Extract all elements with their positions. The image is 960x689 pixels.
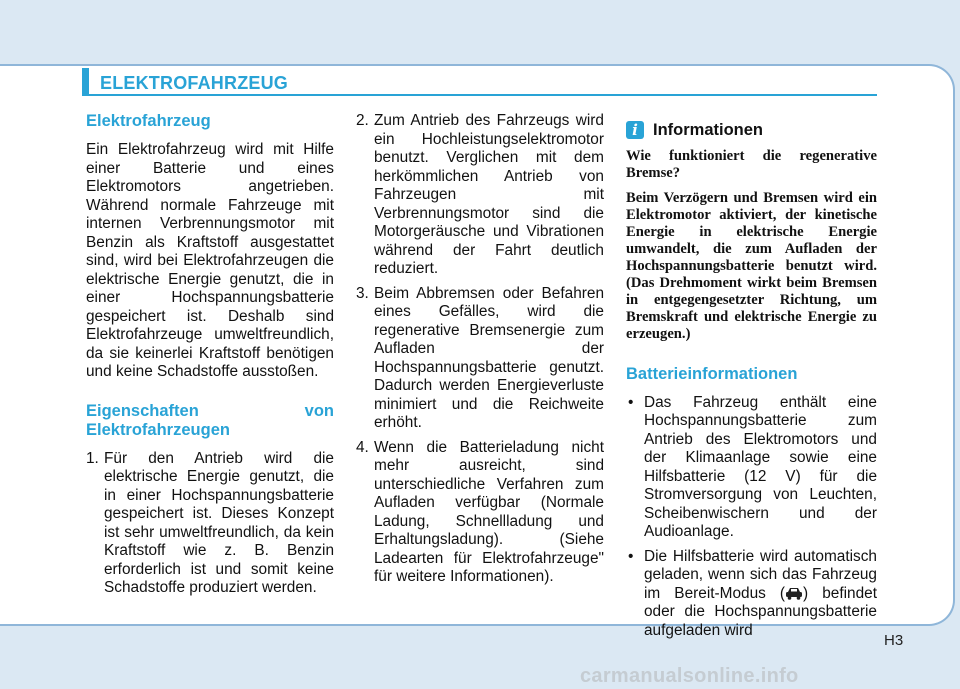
features-list-continued (356, 112, 604, 587)
features-list (86, 450, 334, 598)
heading-batterieinformationen: Batterieinformationen (626, 364, 798, 383)
header-accent-bar (82, 68, 89, 94)
list-number: 2. (356, 112, 369, 129)
info-answer: Beim Verzögern und Bremsen wird ein Elektromotor aktiviert, der kinetische Energie in elektrische Energie umwandelt, die zum Aufladen der Hochspannungsbatterie benutzt wird. (Das Drehmoment wirkt beim Bremsen in entgegengesetzter Richtung, um Bremskraft und elektrische Energie zu erzeugen.) (626, 189, 877, 342)
paragraph-elektrofahrzeug: Ein Elektrofahrzeug wird mit Hilfe einer Batterie und eines Elektromotors angetrieben. Während normale Fahrzeuge mit internen Verbrennungsmotor mit Benzin als Kraftstoff ausgestattet sind, wird bei Elektrofahrzeugen die elektrische Energie genutzt, die in einer Hochspannungsbatterie gespeichert ist. Deshalb sind Elektrofahrzeuge umweltfreundlich, da sie keinerlei Kraftstoff benötigen und keine Schadstoffe ausstoßen. (86, 141, 334, 380)
column-right (626, 112, 877, 640)
bullet-dot: • (628, 393, 634, 411)
page-number: H3 (884, 632, 904, 649)
list-text: Beim Abbremsen oder Befahren eines Gefälles, wird die regenerative Bremsenergie zum Aufladen der Hochspannungsbatterie genutzt. Dadurch werden Energieverluste minimiert und die Reichweite erhöht. (374, 284, 604, 431)
watermark: carmanualsonline.info (580, 665, 799, 687)
list-item (356, 285, 604, 433)
car-ready-icon (785, 586, 803, 600)
list-item (356, 439, 604, 587)
list-item (356, 112, 604, 279)
bullet-dot: • (628, 547, 634, 565)
heading-elektrofahrzeug: Elektrofahrzeug (86, 112, 211, 130)
list-text: Das Fahrzeug enthält eine Hochspannungsbatterie zum Antrieb des Elektromotors und der Klimaanlage sowie eine Hilfsbatterie (12 V) für die Stromversorgung von Leuchten, Scheibenwischern und der Audioanlage. (644, 393, 877, 540)
info-header (626, 121, 877, 140)
info-title: Informationen (653, 121, 763, 139)
column-middle (356, 112, 604, 587)
list-text-part2: ) befindet oder die Hochspannungsbatterie aufgeladen wird (644, 584, 877, 639)
info-box (626, 148, 877, 343)
info-question: Wie funktioniert die regenerative Bremse? (626, 147, 877, 181)
info-icon: i (626, 121, 644, 139)
list-item (626, 394, 877, 542)
list-text: Für den Antrieb wird die elektrische Energie genutzt, die in einer Hochspannungsbatterie gespeichert ist. Dieses Konzept ist sehr umweltfreundlich, da kein Kraftstoff wie z. B. Benzin erforderlich ist und somit keine Schadstoffe produziert werden. (104, 449, 334, 596)
column-left (86, 112, 334, 598)
list-number: 1. (86, 449, 99, 467)
list-text-part1: Die Hilfsbatterie wird automatisch geladen, wenn sich das Fahrzeug im Bereit-Modus ( (644, 547, 877, 602)
battery-list (626, 394, 877, 641)
list-text: Zum Antrieb des Fahrzeugs wird ein Hochleistungselektromotor benutzt. Verglichen mit dem herkömmlichen Antrieb von Fahrzeugen mit Verbrennungsmotor sind die Motorgeräusche und Vibrationen während der Fahrt deutlich reduziert. (374, 112, 604, 277)
heading-eigenschaften: Eigenschaften von Elektrofahrzeugen (86, 401, 334, 439)
list-text: Wenn die Batterieladung nicht mehr ausreicht, sind unterschiedliche Verfahren zum Aufladen verfügbar (Normale Ladung, Schnellladung und Erhaltungsladung). (Siehe Ladearten für Elektrofahrzeuge" für weitere Informationen). (374, 438, 604, 585)
list-item (86, 450, 334, 598)
header-rule (82, 94, 877, 96)
list-number: 4. (356, 438, 369, 456)
list-item (626, 548, 877, 641)
section-title: ELEKTROFAHRZEUG (100, 73, 289, 93)
list-number: 3. (356, 284, 369, 302)
